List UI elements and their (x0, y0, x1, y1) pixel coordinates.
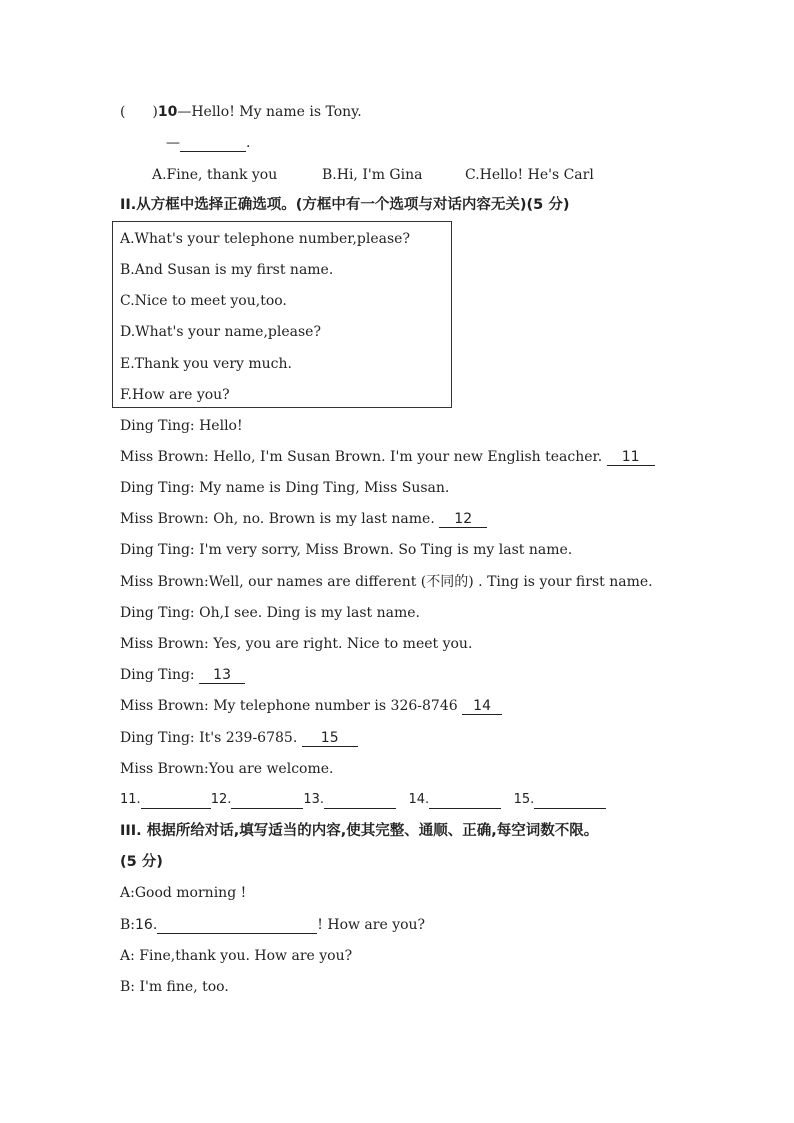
dialogue-text: A: Fine,thank you. How are you? (120, 948, 353, 964)
option-a: A.Fine, thank you (152, 167, 278, 183)
answer-label-15: 15. (513, 792, 535, 807)
dialogue-text: Ding Ting: My name is Ding Ting, Miss Susan. (120, 480, 450, 496)
question-number: 10 (157, 104, 178, 120)
dialogue-line (120, 510, 487, 528)
section-2-heading: II.从方框中选择正确选项。(方框中有一个选项与对话内容无关)(5 分) (120, 197, 570, 213)
options-box (112, 221, 452, 408)
dialogue-text: Miss Brown:You are welcome. (120, 761, 334, 777)
reply-dash: — (166, 135, 180, 151)
blank-11[interactable]: 11 (607, 449, 655, 466)
option-b: B.Hi, I'm Gina (322, 167, 423, 183)
dialogue-line (120, 729, 358, 747)
dialogue-text: A:Good morning ! (120, 885, 247, 901)
dialogue-line (120, 541, 572, 559)
answer-blank-13[interactable] (324, 792, 396, 809)
dialogue-line (120, 978, 229, 996)
box-option-d: D.What's your name,please? (120, 324, 321, 340)
answer-label-12: 12. (210, 792, 232, 807)
dialogue-text: Ding Ting: It's 239-6785. (120, 730, 302, 746)
answer-row (120, 791, 606, 809)
dialogue-text: Miss Brown: My telephone number is 326-8746 (120, 698, 463, 714)
dialogue-line (120, 697, 502, 715)
dialogue-line (120, 884, 246, 902)
dialogue-text: Miss Brown:Well, our names are different (不同的) . Ting is your first name. (120, 574, 653, 590)
dialogue-text: ! How are you? (317, 917, 426, 933)
dialogue-line (120, 916, 425, 934)
question-number: 16. (135, 917, 158, 933)
reply-end: . (246, 135, 251, 151)
speaker-label: B: (120, 917, 136, 933)
answer-paren-open: ( (120, 104, 126, 120)
answer-label-11: 11. (120, 792, 141, 807)
blank-15[interactable]: 15 (302, 730, 358, 747)
dialogue-line (120, 448, 655, 466)
dialogue-text: Ding Ting: Hello! (120, 418, 243, 434)
section-3-heading: III. 根据所给对话,填写适当的内容,使其完整、通顺、正确,每空词数不限。 (120, 823, 599, 839)
answer-blank-14[interactable] (429, 792, 501, 809)
question-10 (120, 103, 362, 121)
answer-paren-close: ) (152, 104, 158, 120)
box-option-b: B.And Susan is my first name. (120, 262, 334, 278)
dialogue-text: Miss Brown: Oh, no. Brown is my last name. (120, 511, 440, 527)
dialogue-text: Miss Brown: Yes, you are right. Nice to meet you. (120, 636, 473, 652)
blank-13[interactable]: 13 (199, 667, 245, 684)
dialogue-line (120, 947, 352, 965)
dialogue-line (120, 479, 449, 497)
box-option-e: E.Thank you very much. (120, 356, 292, 372)
dialogue-text: B: I'm fine, too. (120, 979, 229, 995)
box-option-a: A.What's your telephone number,please? (120, 231, 410, 247)
reply-blank[interactable] (180, 135, 246, 152)
blank-14[interactable]: 14 (462, 698, 502, 715)
answer-label-13: 13. (303, 792, 325, 807)
dialogue-text: Ding Ting: Oh,I see. Ding is my last name. (120, 605, 421, 621)
dialogue-text: Ding Ting: (120, 667, 200, 683)
dialogue-line (120, 417, 243, 435)
blank-12[interactable]: 12 (439, 511, 487, 528)
answer-label-14: 14. (408, 792, 430, 807)
dialogue-line (120, 573, 653, 591)
answer-blank-11[interactable] (141, 792, 211, 809)
dialogue-line (120, 635, 472, 653)
box-option-c: C.Nice to meet you,too. (120, 293, 287, 309)
answer-blank-12[interactable] (231, 792, 303, 809)
answer-blank-15[interactable] (534, 792, 606, 809)
dialogue-text: Miss Brown: Hello, I'm Susan Brown. I'm your new English teacher. (120, 449, 607, 465)
option-c: C.Hello! He's Carl (465, 167, 594, 183)
dialogue-text: Ding Ting: I'm very sorry, Miss Brown. So Ting is my last name. (120, 542, 573, 558)
question-prompt: —Hello! My name is Tony. (177, 104, 362, 120)
dialogue-line (120, 604, 420, 622)
question-10-reply (166, 134, 250, 152)
blank-16[interactable] (157, 917, 317, 934)
box-option-f: F.How are you? (120, 387, 230, 403)
section-3-score: (5 分) (120, 854, 163, 870)
dialogue-line (120, 760, 333, 778)
dialogue-line (120, 666, 245, 684)
